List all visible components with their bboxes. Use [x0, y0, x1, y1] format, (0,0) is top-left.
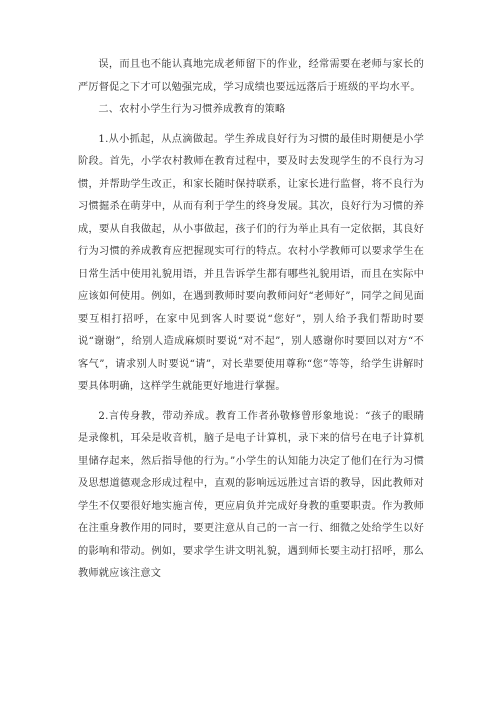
strategy-paragraph-1: 1.从小抓起，从点滴做起。学生养成良好行为习惯的最佳时期便是小学阶段。首先，小学农村教师在教育过程中，要及时去发现学生的不良行为习惯，并帮助学生改正，和家长随时保持联系，让家长进行监督，将不良行为习惯掘杀在萌芽中，从而有利于学生的终身发展。其次，良好行为习惯的养成，要从自我做起，从小事做起，孩子们的行为举止具有一定依据，其良好行为习惯的养成教育应把握现实可行的特点。农村小学教师可以要求学生在日常生活中使用礼貌用语，并且告诉学生都有哪些礼貌用语，而且在实际中应该如何使用。例如，在遇到教师时要向教师问好“老师好”，同学之间见面要互相打招呼，在家中见到客人时要说“您好”，别人给予我们帮助时要说“谢谢”，给别人造成麻烦时要说“对不起”，别人感谢你时要回以对方“不客气”，请求别人时要说“请”，对长辈要使用尊称“您”等等，给学生讲解时要具体明确，这样学生就能更好地进行掌握。 — [78, 133, 424, 392]
section-heading: 二、农村小学生行为习惯养成教育的策略 — [98, 104, 286, 115]
intro-paragraph: 误，而且也不能认真地完成老师留下的作业，经常需要在老师与家长的严厉督促之下才可以勉强完成，学习成绩也要远远落后于班级的平均水平。 — [78, 59, 424, 93]
document-page — [78, 54, 424, 586]
strategy-paragraph-2: 2.言传身教，带动养成。教育工作者孙敬修曾形象地说：“孩子的眼睛是录像机，耳朵是收音机，脑子是电子计算机，录下来的信号在电子计算机里储存起来，然后指导他的行为。”小学生的认知能力决定了他们在行为习惯及思想道德观念形成过程中，直观的影响远远胜过言语的教导，因此教师对学生不仅要很好地实施言传，更应肩负并完成好身教的重要职责。作为教师在注重身教作用的同时，要更注意从自己的一言一行、细微之处给学生以好的影响和带动。例如，要求学生讲文明礼貌，遇到师长要主动打招呼，那么教师就应该注意文 — [78, 410, 424, 579]
